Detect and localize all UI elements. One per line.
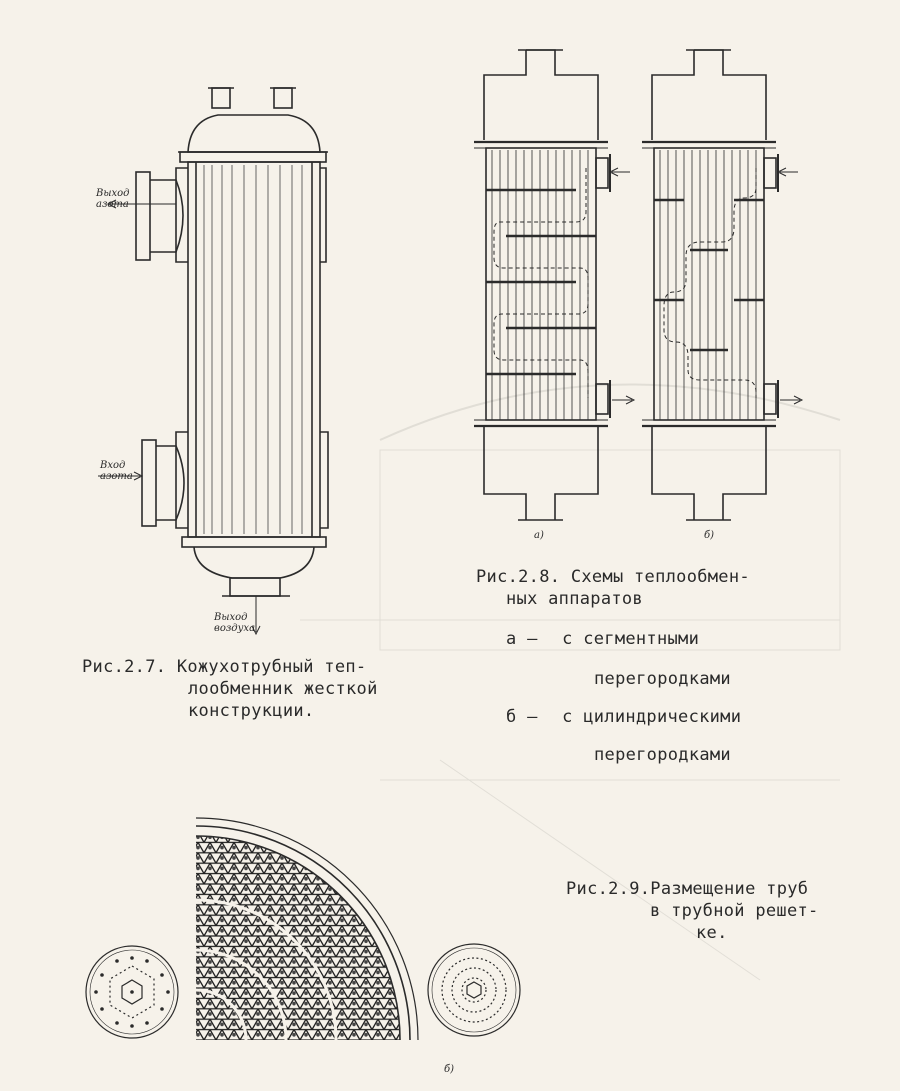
fig28-item-a-line2: перегородками	[594, 669, 731, 689]
fig28-sublabel-a: а)	[534, 530, 544, 541]
fig28-item-b-text: с цилиндрическими	[562, 707, 742, 727]
fig28-caption-line2: ных аппаратов	[506, 589, 643, 609]
fig27-caption-line2: лообменник жесткой	[188, 679, 378, 699]
fig27-caption-line1: Рис.2.7. Кожухотрубный теп-	[82, 657, 367, 677]
fig27-caption-line3: конструкции.	[188, 701, 315, 721]
fig28-item-b-line2: перегородками	[594, 745, 731, 765]
fig29-right-circle	[428, 944, 520, 1036]
fig28-sublabel-b: б)	[704, 530, 715, 541]
fig28-item-a-marker: а –	[506, 629, 538, 649]
fig28-item-b-marker: б –	[506, 707, 538, 727]
fig27-label-nitrogen-outlet: Выход азота	[96, 188, 130, 210]
fig29-caption-line2: в трубной решет-	[650, 901, 819, 921]
fig29-caption-line3: ке.	[696, 923, 728, 943]
fig28-caption-line1: Рис.2.8. Схемы теплообмен-	[476, 567, 750, 587]
fig29-caption	[566, 878, 819, 944]
fig29-caption-line1: Рис.2.9.Размещение труб	[566, 879, 809, 899]
fig28-item-a-text: с сегментными	[562, 629, 700, 649]
fig29-left-circle	[86, 946, 178, 1038]
fig29-sublabel-b: б)	[444, 1064, 455, 1075]
fig27-label-air-outlet: Выход воздуха	[214, 612, 256, 634]
fig27-label-nitrogen-inlet: Вход азота	[100, 460, 133, 482]
fig29-quadrant-tube-sheet	[196, 818, 418, 1042]
